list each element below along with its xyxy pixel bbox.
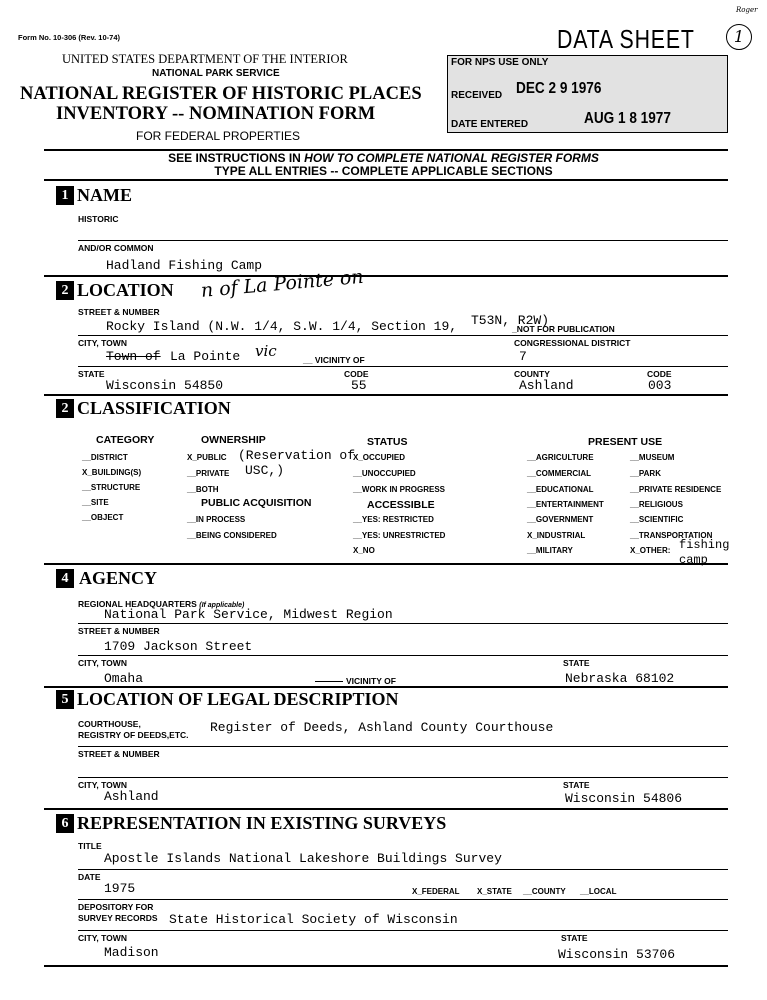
use-entertainment[interactable]: __ENTERTAINMENT (527, 500, 604, 509)
ownership-heading: OWNERSHIP (201, 434, 266, 446)
section-5-divider (44, 808, 728, 810)
accessible-heading: ACCESSIBLE (367, 499, 435, 511)
ownership-both[interactable]: __BOTH (187, 485, 219, 494)
legal-street-line (78, 777, 728, 778)
use-park[interactable]: __PARK (630, 469, 661, 478)
use-transportation[interactable]: __TRANSPORTATION (630, 531, 713, 540)
survey-city-label: CITY, TOWN (78, 933, 127, 943)
acquisition-being-considered[interactable]: __BEING CONSIDERED (187, 531, 277, 540)
survey-county[interactable]: __COUNTY (523, 887, 566, 896)
street-number-value[interactable]: Rocky Island (N.W. 1/4, S.W. 1/4, Section 19, (106, 319, 458, 334)
section-2-divider (44, 394, 728, 396)
agency-vicinity-label: VICINITY OF (346, 676, 396, 686)
vicinity-of-label: __ VICINITY OF (303, 355, 365, 365)
status-unoccupied[interactable]: __UNOCCUPIED (353, 469, 416, 478)
section-3-divider (44, 563, 728, 565)
use-government[interactable]: __GOVERNMENT (527, 515, 594, 524)
page-mark: 1 (726, 24, 752, 50)
use-scientific[interactable]: __SCIENTIFIC (630, 515, 684, 524)
depository-label-1: DEPOSITORY FOR (78, 902, 154, 912)
use-commercial[interactable]: __COMMERCIAL (527, 469, 592, 478)
courthouse-line (78, 746, 728, 747)
survey-title-label: TITLE (78, 841, 102, 851)
survey-date-value[interactable]: 1975 (104, 881, 136, 896)
status-occupied[interactable]: X_OCCUPIED (353, 453, 406, 462)
section-5-title: LOCATION OF LEGAL DESCRIPTION (77, 689, 399, 709)
access-restricted[interactable]: __YES: RESTRICTED (353, 515, 434, 524)
historic-label: HISTORIC (78, 214, 119, 224)
acquisition-in-process[interactable]: __IN PROCESS (187, 515, 246, 524)
form-title-line1: NATIONAL REGISTER OF HISTORIC PLACES (20, 84, 422, 104)
instructions-line2: TYPE ALL ENTRIES -- COMPLETE APPLICABLE SECTIONS (214, 164, 553, 178)
survey-federal[interactable]: X_FEDERAL (412, 887, 460, 896)
survey-state-value[interactable]: Wisconsin 53706 (558, 947, 676, 962)
category-structure[interactable]: __STRUCTURE (82, 483, 141, 492)
agency-street-label: STREET & NUMBER (78, 626, 160, 636)
public-acquisition-heading: PUBLIC ACQUISITION (201, 497, 312, 509)
survey-state-label: STATE (561, 933, 588, 943)
section-1-title: NAME (77, 185, 132, 205)
county-code-value[interactable]: 003 (648, 378, 672, 393)
status-work-in-progress[interactable]: __WORK IN PROGRESS (353, 485, 446, 494)
historic-line (78, 240, 728, 241)
section-2-title: LOCATION (77, 280, 174, 300)
use-private-residence[interactable]: __PRIVATE RESIDENCE (630, 485, 722, 494)
survey-title-line (78, 869, 728, 870)
regional-hq-label: REGIONAL HEADQUARTERS (If applicable) (78, 599, 245, 609)
city-town-label: CITY, TOWN (78, 338, 127, 348)
legal-state-value[interactable]: Wisconsin 54806 (565, 791, 683, 806)
corner-mark: Roger (736, 6, 758, 14)
agency-state-value[interactable]: Nebraska 68102 (565, 671, 675, 686)
use-educational[interactable]: __EDUCATIONAL (527, 485, 594, 494)
township-range: T53N, R2W) (471, 313, 550, 328)
section-4-number: 4 (56, 569, 74, 588)
legal-city-value[interactable]: Ashland (104, 789, 159, 804)
state-value[interactable]: Wisconsin 54850 (106, 378, 224, 393)
form-number: Form No. 10-306 (Rev. 10-74) (18, 33, 120, 42)
regional-hq-value[interactable]: National Park Service, Midwest Region (104, 607, 393, 622)
state-code-value[interactable]: 55 (351, 378, 367, 393)
section-3-title: CLASSIFICATION (77, 398, 231, 418)
agency-street-line (78, 655, 728, 656)
depository-label-2: SURVEY RECORDS (78, 913, 158, 923)
section-3-number: 2 (56, 399, 74, 418)
service: NATIONAL PARK SERVICE (152, 68, 280, 79)
courthouse-label-2: REGISTRY OF DEEDS,ETC. (78, 730, 189, 740)
section-6-divider (44, 965, 728, 967)
survey-city-value[interactable]: Madison (104, 945, 159, 960)
ownership-note-2: USC,) (245, 463, 285, 478)
category-district[interactable]: __DISTRICT (82, 453, 128, 462)
use-industrial[interactable]: X_INDUSTRIAL (527, 531, 586, 540)
not-for-publication[interactable]: _NOT FOR PUBLICATION (512, 324, 615, 334)
section-4-divider (44, 686, 728, 688)
section-2-number: 2 (56, 281, 74, 300)
use-museum[interactable]: __MUSEUM (630, 453, 675, 462)
section-1-number: 1 (56, 186, 74, 205)
section-6-number: 6 (56, 814, 74, 833)
category-heading: CATEGORY (96, 434, 155, 446)
section-1-divider (44, 275, 728, 277)
ownership-public[interactable]: X_PUBLIC (187, 453, 227, 462)
county-code-label: CODE (647, 369, 672, 379)
depository-line (78, 930, 728, 931)
use-military[interactable]: __MILITARY (527, 546, 573, 555)
date-entered-label: DATE ENTERED (451, 119, 529, 130)
date-entered-stamp: AUG 1 8 1977 (584, 110, 671, 127)
county-value[interactable]: Ashland (519, 378, 574, 393)
depository-value[interactable]: State Historical Society of Wisconsin (169, 912, 458, 927)
city-line (78, 366, 728, 367)
ownership-note-1: (Reservation of (238, 448, 356, 463)
form-title-line2: INVENTORY -- NOMINATION FORM (56, 104, 376, 124)
congressional-district-value[interactable]: 7 (519, 349, 527, 364)
legal-city-label: CITY, TOWN (78, 780, 127, 790)
agency-city-label: CITY, TOWN (78, 658, 127, 668)
category-buildings[interactable]: X_BUILDING(S) (82, 468, 142, 477)
department: UNITED STATES DEPARTMENT OF THE INTERIOR (62, 52, 348, 66)
common-name-value[interactable]: Hadland Fishing Camp (106, 258, 263, 273)
handwritten-location-note: n of La Pointe on (200, 265, 365, 302)
agency-street-value[interactable]: 1709 Jackson Street (104, 639, 253, 654)
courthouse-value[interactable]: Register of Deeds, Ashland County Courthouse (210, 720, 554, 735)
nps-box-title: FOR NPS USE ONLY (451, 57, 549, 68)
category-object[interactable]: __OBJECT (82, 513, 124, 522)
status-heading: STATUS (367, 436, 408, 448)
hq-line (78, 623, 728, 624)
ownership-private[interactable]: __PRIVATE (187, 469, 230, 478)
common-name-label: AND/OR COMMON (78, 243, 154, 253)
use-other-value-1: fishing (679, 538, 730, 552)
use-religious[interactable]: __RELIGIOUS (630, 500, 683, 509)
county-label: COUNTY (514, 369, 550, 379)
instructions-line1: SEE INSTRUCTIONS IN HOW TO COMPLETE NATIONAL REGISTER FORMS (168, 151, 599, 165)
use-agriculture[interactable]: __AGRICULTURE (527, 453, 594, 462)
city-value[interactable]: La Pointe (170, 349, 241, 364)
nps-use-only-box (447, 55, 728, 133)
agency-city-value[interactable]: Omaha (104, 671, 144, 686)
legal-state-label: STATE (563, 780, 590, 790)
form-subtitle: FOR FEDERAL PROPERTIES (136, 129, 301, 143)
courthouse-label-1: COURTHOUSE, (78, 719, 141, 729)
received-label: RECEIVED (451, 90, 503, 101)
state-label: STATE (78, 369, 105, 379)
section-6-title: REPRESENTATION IN EXISTING SURVEYS (77, 813, 447, 833)
category-site[interactable]: __SITE (82, 498, 109, 507)
survey-date-label: DATE (78, 872, 101, 882)
section-4-title: AGENCY (79, 568, 158, 588)
street-line (78, 335, 728, 336)
legal-street-label: STREET & NUMBER (78, 749, 160, 759)
received-date-stamp: DEC 2 9 1976 (516, 80, 602, 97)
access-no[interactable]: X_NO (353, 546, 375, 555)
city-handwritten-note: vic (255, 342, 277, 360)
survey-title-value[interactable]: Apostle Islands National Lakeshore Buildings Survey (104, 851, 502, 866)
vicinity-blank (315, 681, 343, 682)
state-code-label: CODE (344, 369, 369, 379)
present-use-heading: PRESENT USE (588, 436, 663, 448)
section-5-number: 5 (56, 690, 74, 709)
survey-state[interactable]: X_STATE (477, 887, 512, 896)
access-unrestricted[interactable]: __YES: UNRESTRICTED (353, 531, 446, 540)
data-sheet-stamp: DATA SHEET (557, 24, 695, 54)
survey-date-line (78, 899, 728, 900)
instructions-divider (44, 179, 728, 181)
congressional-district-label: CONGRESSIONAL DISTRICT (514, 338, 631, 348)
city-struck-text: Town of (106, 349, 161, 364)
survey-local[interactable]: __LOCAL (580, 887, 617, 896)
use-other-value-2: camp (679, 553, 708, 567)
use-other[interactable]: X_OTHER: (630, 546, 671, 555)
street-number-label: STREET & NUMBER (78, 307, 160, 317)
agency-state-label: STATE (563, 658, 590, 668)
